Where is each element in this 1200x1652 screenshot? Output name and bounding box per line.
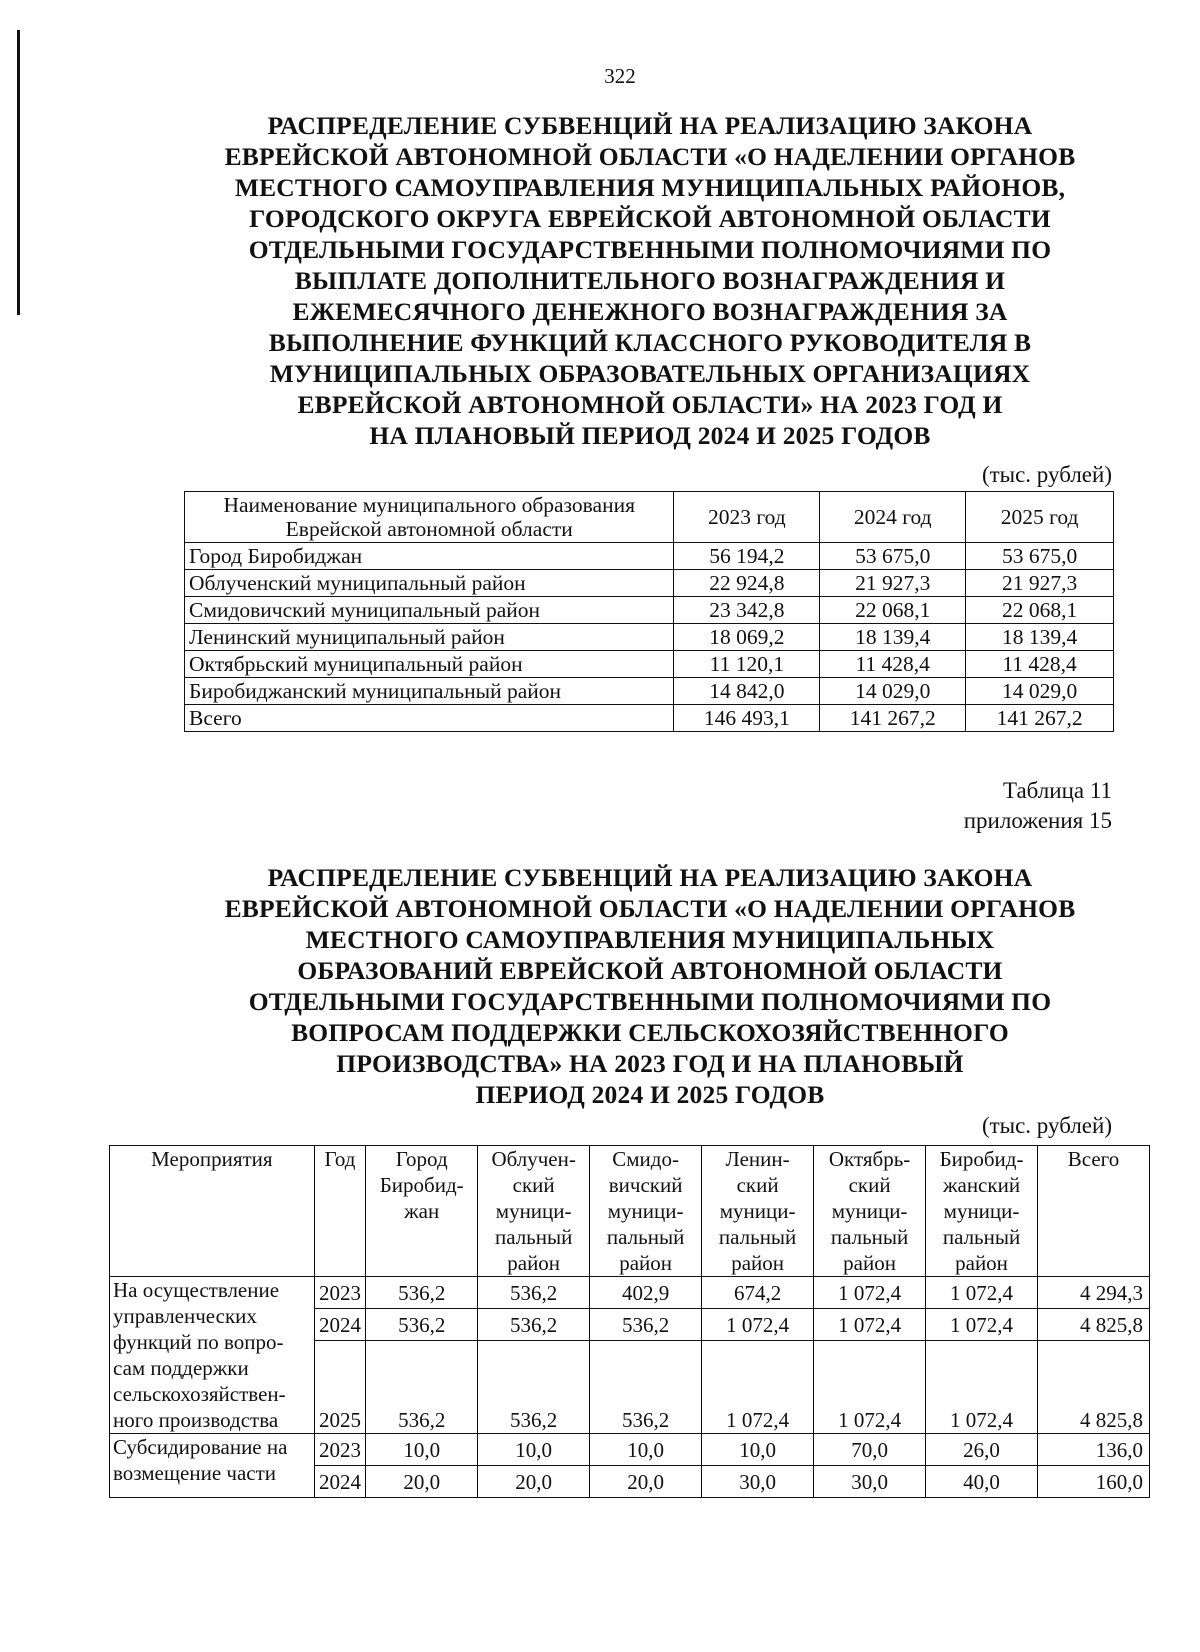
title-line: ЕВРЕЙСКОЙ АВТОНОМНОЙ ОБЛАСТИ» НА 2023 ГОД И (297, 390, 1003, 419)
appendix-number: приложения 15 (963, 808, 1112, 833)
table-row (185, 651, 1114, 678)
title-line: РАСПРЕДЕЛЕНИЕ СУБВЕНЦИЙ НА РЕАЛИЗАЦИЮ ЗАКОНА (267, 863, 1033, 892)
year-cell: 2024 (314, 1309, 365, 1341)
header-2023: 2023 год (674, 492, 820, 543)
table-number: Таблица 11 (1002, 778, 1112, 803)
table-row (110, 1434, 1150, 1466)
value-2024: 141 267,2 (820, 705, 966, 732)
title-line: ГОРОДСКОГО ОКРУГА ЕВРЕЙСКОЙ АВТОНОМНОЙ ОБЛАСТИ (249, 204, 1051, 233)
header-oktyabrsky: Октябрь- ский муници- пальный район (814, 1146, 926, 1277)
value-cell: 536,2 (590, 1341, 702, 1434)
value-cell: 1 072,4 (814, 1309, 926, 1341)
year-cell: 2024 (314, 1466, 365, 1498)
value-cell: 20,0 (366, 1466, 478, 1498)
value-cell: 40,0 (926, 1466, 1038, 1498)
value-2023: 14 842,0 (674, 678, 820, 705)
value-cell: 1 072,4 (814, 1341, 926, 1434)
value-2024: 21 927,3 (820, 570, 966, 597)
total-cell: 4 294,3 (1038, 1277, 1150, 1309)
title-line: ОТДЕЛЬНЫМИ ГОСУДАРСТВЕННЫМИ ПОЛНОМОЧИЯМИ ПО (248, 235, 1052, 264)
table-total-row (185, 705, 1114, 732)
value-2025: 14 029,0 (966, 678, 1114, 705)
section1-title (180, 110, 1120, 451)
title-line: МУНИЦИПАЛЬНЫХ ОБРАЗОВАТЕЛЬНЫХ ОРГАНИЗАЦИЯХ (269, 359, 1031, 388)
header-smidovichsky: Смидо- вичский муници- пальный район (590, 1146, 702, 1277)
value-cell: 30,0 (702, 1466, 814, 1498)
units-label: (тыс. рублей) (981, 462, 1112, 487)
page-number: 322 (604, 64, 636, 88)
value-cell: 536,2 (590, 1309, 702, 1341)
row-name: Октябрьский муниципальный район (185, 651, 674, 678)
value-cell: 1 072,4 (814, 1277, 926, 1309)
activity-name: Субсидирование на возмещение части (110, 1434, 315, 1498)
value-cell: 1 072,4 (926, 1341, 1038, 1434)
value-2025: 11 428,4 (966, 651, 1114, 678)
value-cell: 536,2 (478, 1341, 590, 1434)
value-2025: 22 068,1 (966, 597, 1114, 624)
activity-name: На осуществление управленческих функций по вопро- сам поддержки сельскохозяйствен- ного производства (110, 1277, 315, 1434)
value-2025: 21 927,3 (966, 570, 1114, 597)
value-cell: 10,0 (702, 1434, 814, 1466)
value-cell: 10,0 (366, 1434, 478, 1466)
subventions-table-2 (109, 1145, 1150, 1498)
title-line: ВЫПОЛНЕНИЕ ФУНКЦИЙ КЛАССНОГО РУКОВОДИТЕЛЯ В (268, 328, 1032, 357)
header-birobidzhansky: Биробид- жанский муници- пальный район (926, 1146, 1038, 1277)
header-activity: Мероприятия (110, 1146, 315, 1277)
total-cell: 4 825,8 (1038, 1341, 1150, 1434)
header-birobidzhan-city: Город Биробид- жан (366, 1146, 478, 1277)
value-cell: 674,2 (702, 1277, 814, 1309)
value-cell: 10,0 (478, 1434, 590, 1466)
table-row (185, 597, 1114, 624)
header-leninsky: Ленин- ский муници- пальный район (702, 1146, 814, 1277)
title-line: ОТДЕЛЬНЫМИ ГОСУДАРСТВЕННЫМИ ПОЛНОМОЧИЯМИ ПО (248, 987, 1052, 1016)
value-cell: 536,2 (478, 1309, 590, 1341)
header-municipality: Наименование муниципального образования Еврейской автономной области (185, 492, 674, 543)
table-row (185, 543, 1114, 570)
table-row (110, 1277, 1150, 1309)
total-cell: 4 825,8 (1038, 1309, 1150, 1341)
value-2025: 53 675,0 (966, 543, 1114, 570)
value-2023: 23 342,8 (674, 597, 820, 624)
value-cell: 10,0 (590, 1434, 702, 1466)
value-2024: 22 068,1 (820, 597, 966, 624)
value-2024: 53 675,0 (820, 543, 966, 570)
section2-title (180, 862, 1120, 1110)
title-line: ЕВРЕЙСКОЙ АВТОНОМНОЙ ОБЛАСТИ «О НАДЕЛЕНИИ ОРГАНОВ (224, 894, 1076, 923)
row-name: Облученский муниципальный район (185, 570, 674, 597)
value-cell: 70,0 (814, 1434, 926, 1466)
header-year: Год (314, 1146, 365, 1277)
table-caption (964, 776, 1112, 836)
title-line: ПРОИЗВОДСТВА» НА 2023 ГОД И НА ПЛАНОВЫЙ (336, 1049, 964, 1078)
value-cell: 26,0 (926, 1434, 1038, 1466)
header-obluchensky: Облучен- ский муници- пальный район (478, 1146, 590, 1277)
title-line: НА ПЛАНОВЫЙ ПЕРИОД 2024 И 2025 ГОДОВ (369, 421, 931, 450)
units-label: (тыс. рублей) (981, 1113, 1112, 1138)
value-2023: 18 069,2 (674, 624, 820, 651)
value-cell: 1 072,4 (926, 1277, 1038, 1309)
value-2023: 146 493,1 (674, 705, 820, 732)
title-line: МЕСТНОГО САМОУПРАВЛЕНИЯ МУНИЦИПАЛЬНЫХ (305, 925, 995, 954)
title-line: ВОПРОСАМ ПОДДЕРЖКИ СЕЛЬСКОХОЗЯЙСТВЕННОГО (291, 1018, 1009, 1047)
row-name: Смидовичский муниципальный район (185, 597, 674, 624)
value-cell: 20,0 (478, 1466, 590, 1498)
value-cell: 536,2 (366, 1341, 478, 1434)
value-2023: 11 120,1 (674, 651, 820, 678)
value-cell: 20,0 (590, 1466, 702, 1498)
table-row (185, 678, 1114, 705)
title-line: МЕСТНОГО САМОУПРАВЛЕНИЯ МУНИЦИПАЛЬНЫХ РАЙОНОВ, (234, 173, 1066, 202)
value-cell: 1 072,4 (926, 1309, 1038, 1341)
year-cell: 2025 (314, 1341, 365, 1434)
value-2023: 56 194,2 (674, 543, 820, 570)
table-header-row (185, 492, 1114, 543)
row-name: Ленинский муниципальный район (185, 624, 674, 651)
value-2025: 18 139,4 (966, 624, 1114, 651)
title-line: ЕЖЕМЕСЯЧНОГО ДЕНЕЖНОГО ВОЗНАГРАЖДЕНИЯ ЗА (292, 297, 1008, 326)
value-2024: 11 428,4 (820, 651, 966, 678)
value-2024: 18 139,4 (820, 624, 966, 651)
value-2025: 141 267,2 (966, 705, 1114, 732)
year-cell: 2023 (314, 1277, 365, 1309)
total-cell: 136,0 (1038, 1434, 1150, 1466)
total-cell: 160,0 (1038, 1466, 1150, 1498)
value-cell: 536,2 (366, 1309, 478, 1341)
value-2024: 14 029,0 (820, 678, 966, 705)
table-row (185, 624, 1114, 651)
title-line: РАСПРЕДЕЛЕНИЕ СУБВЕНЦИЙ НА РЕАЛИЗАЦИЮ ЗАКОНА (267, 111, 1033, 140)
title-line: ЕВРЕЙСКОЙ АВТОНОМНОЙ ОБЛАСТИ «О НАДЕЛЕНИИ ОРГАНОВ (224, 142, 1076, 171)
title-line: ОБРАЗОВАНИЙ ЕВРЕЙСКОЙ АВТОНОМНОЙ ОБЛАСТИ (297, 956, 1003, 985)
row-name: Биробиджанский муниципальный район (185, 678, 674, 705)
value-cell: 402,9 (590, 1277, 702, 1309)
year-cell: 2023 (314, 1434, 365, 1466)
value-cell: 1 072,4 (702, 1341, 814, 1434)
header-total: Всего (1038, 1146, 1150, 1277)
value-cell: 536,2 (366, 1277, 478, 1309)
value-cell: 536,2 (478, 1277, 590, 1309)
value-cell: 30,0 (814, 1466, 926, 1498)
title-line: ВЫПЛАТЕ ДОПОЛНИТЕЛЬНОГО ВОЗНАГРАЖДЕНИЯ И (294, 266, 1006, 295)
header-2025: 2025 год (966, 492, 1114, 543)
row-name: Всего (185, 705, 674, 732)
title-line: ПЕРИОД 2024 И 2025 ГОДОВ (475, 1080, 825, 1109)
value-cell: 1 072,4 (702, 1309, 814, 1341)
row-name: Город Биробиджан (185, 543, 674, 570)
table-row (185, 570, 1114, 597)
subventions-table-1 (184, 491, 1114, 732)
header-2024: 2024 год (820, 492, 966, 543)
table-header-row (110, 1146, 1150, 1277)
value-2023: 22 924,8 (674, 570, 820, 597)
